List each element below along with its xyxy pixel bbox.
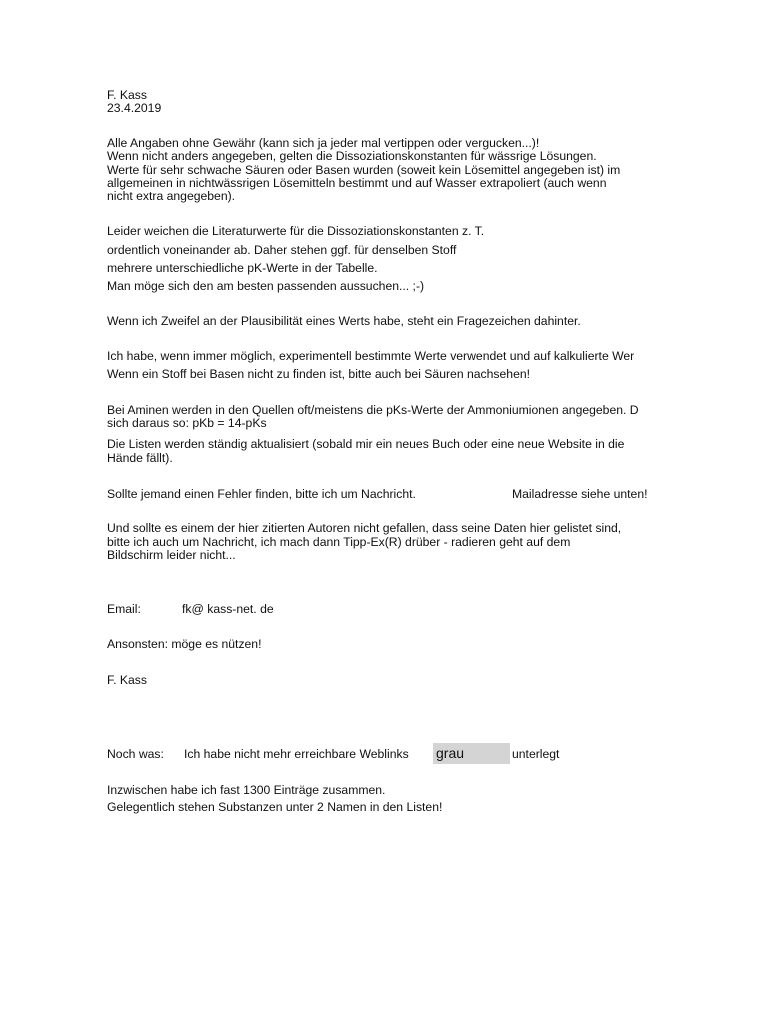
amines-line-1: Bei Aminen werden in den Quellen oft/meistens die pKs-Werte der Ammoniumionen angegeben. D — [107, 403, 639, 417]
email-label: Email: — [107, 602, 141, 616]
literature-line-1: Leider weichen die Literaturwerte für die Dissoziationskonstanten z. T. — [107, 224, 485, 238]
intro-line-1: Alle Angaben ohne Gewähr (kann sich ja jeder mal vertippen oder vergucken...)! — [107, 136, 540, 150]
intro-line-5: nicht extra angegeben). — [107, 189, 236, 203]
authors-line-2: bitte ich auch um Nachricht, ich mach dann Tipp-Ex(R) drüber - radieren geht auf dem — [107, 535, 571, 549]
literature-line-3: mehrere unterschiedliche pK-Werte in der Tabelle. — [107, 261, 378, 275]
signature: F. Kass — [107, 673, 147, 687]
intro-line-4: allgemeinen in nichtwässrigen Lösemitteln bestimmt und auf Wasser extrapoliert (auch wenn — [107, 176, 607, 190]
document-date: 23.4.2019 — [107, 101, 162, 115]
mail-address-hint: Mailadresse siehe unten! — [512, 487, 648, 501]
note-suffix: unterlegt — [512, 747, 560, 761]
error-request: Sollte jemand einen Fehler finden, bitte ich um Nachricht. — [107, 487, 416, 501]
amines-line-2: sich daraus so: pKb = 14-pKs — [107, 416, 267, 430]
email-address: fk@ kass-net. de — [182, 602, 274, 616]
intro-line-2: Wenn nicht anders angegeben, gelten die Dissoziationskonstanten für wässrige Lösungen. — [107, 149, 597, 163]
literature-line-2: ordentlich voneinander ab. Daher stehen ggf. für denselben Stoff — [107, 243, 457, 257]
literature-line-4: Man möge sich den am besten passenden aussuchen... ;-) — [107, 279, 425, 293]
note-label: Noch was: — [107, 747, 164, 761]
note-text: Ich habe nicht mehr erreichbare Weblinks — [184, 747, 409, 761]
footer-line-1: Inzwischen habe ich fast 1300 Einträge zusammen. — [107, 783, 386, 797]
closing-line: Ansonsten: möge es nützen! — [107, 637, 262, 651]
author-name: F. Kass — [107, 88, 147, 102]
updates-line-1: Die Listen werden ständig aktualisiert (sobald mir ein neues Buch oder eine neue Website in die — [107, 437, 625, 451]
footer-line-2: Gelegentlich stehen Substanzen unter 2 Namen in den Listen! — [107, 800, 443, 814]
authors-line-1: Und sollte es einem der hier zitierten Autoren nicht gefallen, dass seine Daten hier gelistet sind, — [107, 521, 622, 535]
updates-line-2: Hände fällt). — [107, 451, 173, 465]
values-line-1: Ich habe, wenn immer möglich, experimentell bestimmte Werte verwendet und auf kalkulierte Wer — [107, 349, 635, 363]
authors-line-3: Bildschirm leider nicht... — [107, 548, 236, 562]
values-line-2: Wenn ein Stoff bei Basen nicht zu finden ist, bitte auch bei Säuren nachsehen! — [107, 367, 531, 381]
highlight-word: grau — [436, 745, 465, 761]
doubt-note: Wenn ich Zweifel an der Plausibilität eines Werts habe, steht ein Fragezeichen dahinter. — [107, 314, 581, 328]
intro-line-3: Werte für sehr schwache Säuren oder Basen wurden (soweit kein Lösemittel angegeben ist) im — [107, 163, 621, 177]
